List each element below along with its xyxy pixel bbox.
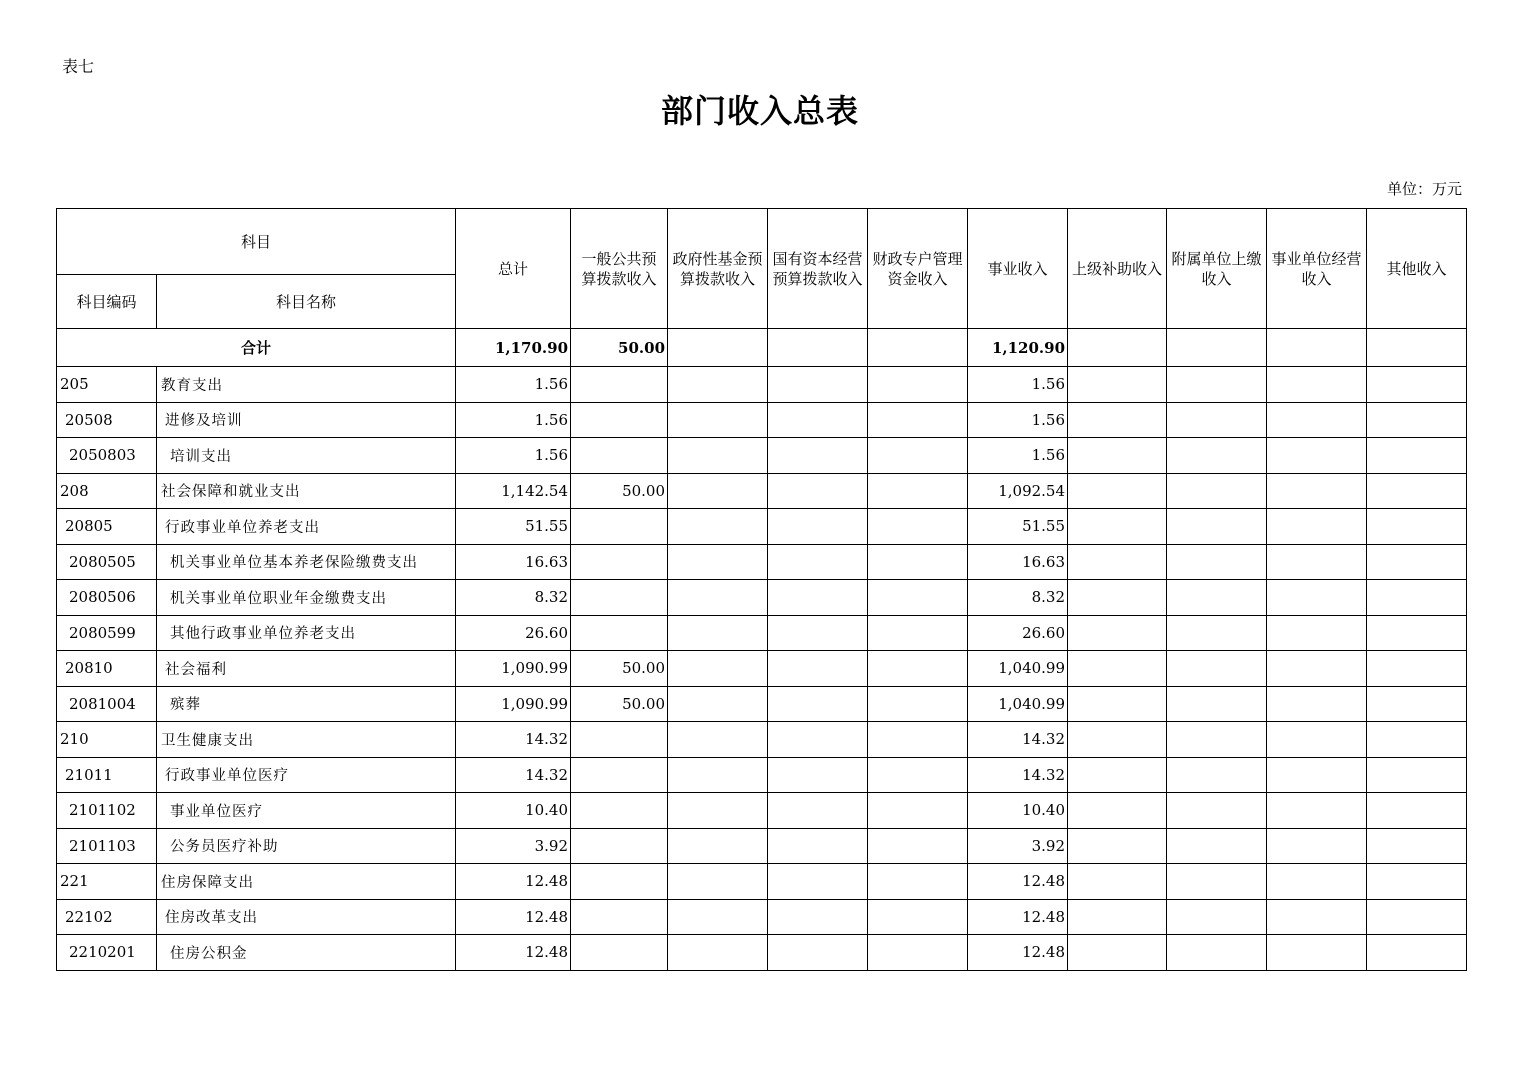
row-general-budget: [571, 935, 668, 971]
row-total: 51.55: [456, 509, 571, 545]
row-gov-fund: [668, 615, 768, 651]
row-superior-subsidy: [1068, 438, 1167, 474]
row-state-capital: [768, 438, 868, 474]
row-operating-income: [1267, 615, 1367, 651]
row-gov-fund: [668, 686, 768, 722]
page-title: 部门收入总表: [660, 92, 859, 130]
row-operating-income: [1267, 509, 1367, 545]
row-affiliated-remit: [1167, 544, 1267, 580]
row-name: 住房公积金: [157, 935, 456, 971]
row-affiliated-remit: [1167, 438, 1267, 474]
row-superior-subsidy: [1068, 402, 1167, 438]
row-business-income: 1.56: [968, 402, 1068, 438]
row-business-income: 51.55: [968, 509, 1068, 545]
row-business-income: 14.32: [968, 757, 1068, 793]
row-name: 殡葬: [157, 686, 456, 722]
row-gov-fund: [668, 899, 768, 935]
row-gov-fund: [668, 828, 768, 864]
row-gov-fund: [668, 367, 768, 403]
row-special-fund: [868, 615, 968, 651]
row-affiliated-remit: [1167, 367, 1267, 403]
row-gov-fund: [668, 935, 768, 971]
total-row: [57, 329, 1467, 367]
row-state-capital: [768, 544, 868, 580]
row-total: 8.32: [456, 580, 571, 616]
row-total: 1.56: [456, 367, 571, 403]
row-superior-subsidy: [1068, 828, 1167, 864]
row-total: 1,090.99: [456, 651, 571, 687]
row-affiliated-remit: [1167, 864, 1267, 900]
row-general-budget: [571, 793, 668, 829]
row-state-capital: [768, 828, 868, 864]
row-gov-fund: [668, 757, 768, 793]
header-business-income: 事业收入: [968, 209, 1068, 329]
row-superior-subsidy: [1068, 367, 1167, 403]
row-state-capital: [768, 473, 868, 509]
row-other-income: [1367, 473, 1467, 509]
row-business-income: 12.48: [968, 864, 1068, 900]
row-name: 事业单位医疗: [157, 793, 456, 829]
row-name: 社会保障和就业支出: [157, 473, 456, 509]
row-state-capital: [768, 722, 868, 758]
row-total: 3.92: [456, 828, 571, 864]
row-special-fund: [868, 509, 968, 545]
row-name: 社会福利: [157, 651, 456, 687]
row-other-income: [1367, 367, 1467, 403]
row-name: 机关事业单位职业年金缴费支出: [157, 580, 456, 616]
row-code: 2050803: [57, 438, 157, 474]
unit-label: 单位：万元: [1386, 180, 1462, 198]
row-state-capital: [768, 402, 868, 438]
row-state-capital: [768, 651, 868, 687]
header-superior-subsidy: 上级补助收入: [1068, 209, 1167, 329]
row-code: 2101103: [57, 828, 157, 864]
row-other-income: [1367, 899, 1467, 935]
row-operating-income: [1267, 793, 1367, 829]
row-gov-fund: [668, 722, 768, 758]
row-total: 12.48: [456, 899, 571, 935]
row-code: 2081004: [57, 686, 157, 722]
row-state-capital: [768, 509, 868, 545]
row-name: 行政事业单位养老支出: [157, 509, 456, 545]
table-number: 表七: [62, 57, 95, 76]
row-affiliated-remit: [1167, 402, 1267, 438]
total-affiliated-remit: [1167, 329, 1267, 367]
row-code: 208: [57, 473, 157, 509]
total-label: 合计: [57, 329, 456, 367]
row-state-capital: [768, 367, 868, 403]
row-state-capital: [768, 615, 868, 651]
row-special-fund: [868, 544, 968, 580]
row-code: 205: [57, 367, 157, 403]
row-gov-fund: [668, 473, 768, 509]
row-business-income: 16.63: [968, 544, 1068, 580]
table-row: [57, 473, 1467, 509]
row-name: 住房保障支出: [157, 864, 456, 900]
row-special-fund: [868, 438, 968, 474]
row-gov-fund: [668, 651, 768, 687]
row-business-income: 12.48: [968, 935, 1068, 971]
row-total: 1,142.54: [456, 473, 571, 509]
header-name: 科目名称: [157, 275, 456, 329]
row-gov-fund: [668, 864, 768, 900]
row-affiliated-remit: [1167, 473, 1267, 509]
row-state-capital: [768, 580, 868, 616]
row-operating-income: [1267, 686, 1367, 722]
row-superior-subsidy: [1068, 935, 1167, 971]
row-code: 2080506: [57, 580, 157, 616]
total-value: 1,170.90: [456, 329, 571, 367]
row-superior-subsidy: [1068, 509, 1167, 545]
row-name: 培训支出: [157, 438, 456, 474]
header-total: 总计: [456, 209, 571, 329]
row-total: 12.48: [456, 864, 571, 900]
row-business-income: 1,092.54: [968, 473, 1068, 509]
row-business-income: 1,040.99: [968, 686, 1068, 722]
header-state-capital: 国有资本经营预算拨款收入: [768, 209, 868, 329]
row-affiliated-remit: [1167, 757, 1267, 793]
total-gov-fund: [668, 329, 768, 367]
row-superior-subsidy: [1068, 722, 1167, 758]
row-general-budget: [571, 580, 668, 616]
table-row: [57, 615, 1467, 651]
row-superior-subsidy: [1068, 899, 1167, 935]
row-special-fund: [868, 899, 968, 935]
row-operating-income: [1267, 580, 1367, 616]
row-affiliated-remit: [1167, 722, 1267, 758]
row-state-capital: [768, 686, 868, 722]
row-other-income: [1367, 651, 1467, 687]
row-superior-subsidy: [1068, 864, 1167, 900]
row-business-income: 12.48: [968, 899, 1068, 935]
table-row: [57, 864, 1467, 900]
row-operating-income: [1267, 899, 1367, 935]
total-business-income: 1,120.90: [968, 329, 1068, 367]
header-affiliated-remit: 附属单位上缴收入: [1167, 209, 1267, 329]
header-special-fund: 财政专户管理资金收入: [868, 209, 968, 329]
row-business-income: 14.32: [968, 722, 1068, 758]
total-operating-income: [1267, 329, 1367, 367]
row-code: 20508: [57, 402, 157, 438]
row-general-budget: [571, 757, 668, 793]
row-general-budget: [571, 367, 668, 403]
row-operating-income: [1267, 828, 1367, 864]
row-affiliated-remit: [1167, 509, 1267, 545]
row-affiliated-remit: [1167, 828, 1267, 864]
row-operating-income: [1267, 935, 1367, 971]
header-gov-fund: 政府性基金预算拨款收入: [668, 209, 768, 329]
row-affiliated-remit: [1167, 686, 1267, 722]
table-row: [57, 899, 1467, 935]
row-total: 1,090.99: [456, 686, 571, 722]
row-special-fund: [868, 402, 968, 438]
row-name: 住房改革支出: [157, 899, 456, 935]
row-affiliated-remit: [1167, 935, 1267, 971]
header-code: 科目编码: [57, 275, 157, 329]
row-business-income: 3.92: [968, 828, 1068, 864]
row-special-fund: [868, 473, 968, 509]
row-other-income: [1367, 686, 1467, 722]
row-total: 16.63: [456, 544, 571, 580]
row-superior-subsidy: [1068, 580, 1167, 616]
row-operating-income: [1267, 864, 1367, 900]
row-code: 2080505: [57, 544, 157, 580]
row-gov-fund: [668, 580, 768, 616]
row-affiliated-remit: [1167, 580, 1267, 616]
row-total: 1.56: [456, 438, 571, 474]
header-operating-income: 事业单位经营收入: [1267, 209, 1367, 329]
row-other-income: [1367, 757, 1467, 793]
row-other-income: [1367, 438, 1467, 474]
row-name: 公务员医疗补助: [157, 828, 456, 864]
row-operating-income: [1267, 473, 1367, 509]
row-gov-fund: [668, 544, 768, 580]
row-gov-fund: [668, 793, 768, 829]
row-general-budget: [571, 828, 668, 864]
table-row: [57, 509, 1467, 545]
table-row: [57, 438, 1467, 474]
row-state-capital: [768, 793, 868, 829]
row-business-income: 1,040.99: [968, 651, 1068, 687]
table-row: [57, 686, 1467, 722]
table-row: [57, 757, 1467, 793]
row-superior-subsidy: [1068, 793, 1167, 829]
income-table: [56, 208, 1467, 971]
row-other-income: [1367, 828, 1467, 864]
total-general-budget: 50.00: [571, 329, 668, 367]
row-affiliated-remit: [1167, 651, 1267, 687]
row-operating-income: [1267, 438, 1367, 474]
row-other-income: [1367, 935, 1467, 971]
row-superior-subsidy: [1068, 615, 1167, 651]
row-code: 20805: [57, 509, 157, 545]
header-other-income: 其他收入: [1367, 209, 1467, 329]
table-row: [57, 793, 1467, 829]
row-gov-fund: [668, 438, 768, 474]
row-total: 12.48: [456, 935, 571, 971]
row-special-fund: [868, 686, 968, 722]
row-business-income: 1.56: [968, 367, 1068, 403]
row-special-fund: [868, 580, 968, 616]
row-special-fund: [868, 793, 968, 829]
row-general-budget: [571, 402, 668, 438]
row-total: 10.40: [456, 793, 571, 829]
total-other-income: [1367, 329, 1467, 367]
row-name: 行政事业单位医疗: [157, 757, 456, 793]
row-total: 14.32: [456, 722, 571, 758]
row-business-income: 26.60: [968, 615, 1068, 651]
row-code: 20810: [57, 651, 157, 687]
row-total: 1.56: [456, 402, 571, 438]
row-general-budget: [571, 438, 668, 474]
row-code: 21011: [57, 757, 157, 793]
row-general-budget: [571, 544, 668, 580]
row-other-income: [1367, 864, 1467, 900]
row-name: 教育支出: [157, 367, 456, 403]
table-row: [57, 367, 1467, 403]
header-subject: 科目: [57, 209, 456, 275]
row-superior-subsidy: [1068, 686, 1167, 722]
row-total: 26.60: [456, 615, 571, 651]
row-gov-fund: [668, 509, 768, 545]
total-state-capital: [768, 329, 868, 367]
table-row: [57, 828, 1467, 864]
row-general-budget: [571, 615, 668, 651]
row-code: 210: [57, 722, 157, 758]
row-other-income: [1367, 722, 1467, 758]
row-gov-fund: [668, 402, 768, 438]
row-special-fund: [868, 935, 968, 971]
header-general-budget: 一般公共预算拨款收入: [571, 209, 668, 329]
table-row: [57, 651, 1467, 687]
row-other-income: [1367, 615, 1467, 651]
row-special-fund: [868, 757, 968, 793]
row-name: 机关事业单位基本养老保险缴费支出: [157, 544, 456, 580]
row-total: 14.32: [456, 757, 571, 793]
row-general-budget: [571, 509, 668, 545]
row-general-budget: 50.00: [571, 686, 668, 722]
row-business-income: 10.40: [968, 793, 1068, 829]
row-superior-subsidy: [1068, 544, 1167, 580]
row-special-fund: [868, 828, 968, 864]
row-state-capital: [768, 864, 868, 900]
row-other-income: [1367, 580, 1467, 616]
total-superior-subsidy: [1068, 329, 1167, 367]
table-row: [57, 544, 1467, 580]
row-name: 卫生健康支出: [157, 722, 456, 758]
row-other-income: [1367, 402, 1467, 438]
row-affiliated-remit: [1167, 615, 1267, 651]
row-general-budget: 50.00: [571, 651, 668, 687]
row-code: 221: [57, 864, 157, 900]
row-other-income: [1367, 544, 1467, 580]
row-affiliated-remit: [1167, 793, 1267, 829]
row-operating-income: [1267, 544, 1367, 580]
table-row: [57, 402, 1467, 438]
row-special-fund: [868, 367, 968, 403]
total-special-fund: [868, 329, 968, 367]
row-other-income: [1367, 509, 1467, 545]
row-superior-subsidy: [1068, 651, 1167, 687]
table-row: [57, 580, 1467, 616]
row-code: 2210201: [57, 935, 157, 971]
row-operating-income: [1267, 757, 1367, 793]
table-row: [57, 935, 1467, 971]
row-general-budget: 50.00: [571, 473, 668, 509]
row-general-budget: [571, 864, 668, 900]
row-code: 2080599: [57, 615, 157, 651]
row-code: 2101102: [57, 793, 157, 829]
table-row: [57, 722, 1467, 758]
row-state-capital: [768, 899, 868, 935]
row-name: 其他行政事业单位养老支出: [157, 615, 456, 651]
row-operating-income: [1267, 722, 1367, 758]
row-general-budget: [571, 899, 668, 935]
row-special-fund: [868, 651, 968, 687]
row-superior-subsidy: [1068, 473, 1167, 509]
row-business-income: 8.32: [968, 580, 1068, 616]
row-state-capital: [768, 757, 868, 793]
row-special-fund: [868, 722, 968, 758]
row-name: 进修及培训: [157, 402, 456, 438]
row-general-budget: [571, 722, 668, 758]
row-operating-income: [1267, 402, 1367, 438]
row-operating-income: [1267, 367, 1367, 403]
row-business-income: 1.56: [968, 438, 1068, 474]
row-code: 22102: [57, 899, 157, 935]
row-affiliated-remit: [1167, 899, 1267, 935]
row-state-capital: [768, 935, 868, 971]
row-superior-subsidy: [1068, 757, 1167, 793]
row-operating-income: [1267, 651, 1367, 687]
row-special-fund: [868, 864, 968, 900]
row-other-income: [1367, 793, 1467, 829]
